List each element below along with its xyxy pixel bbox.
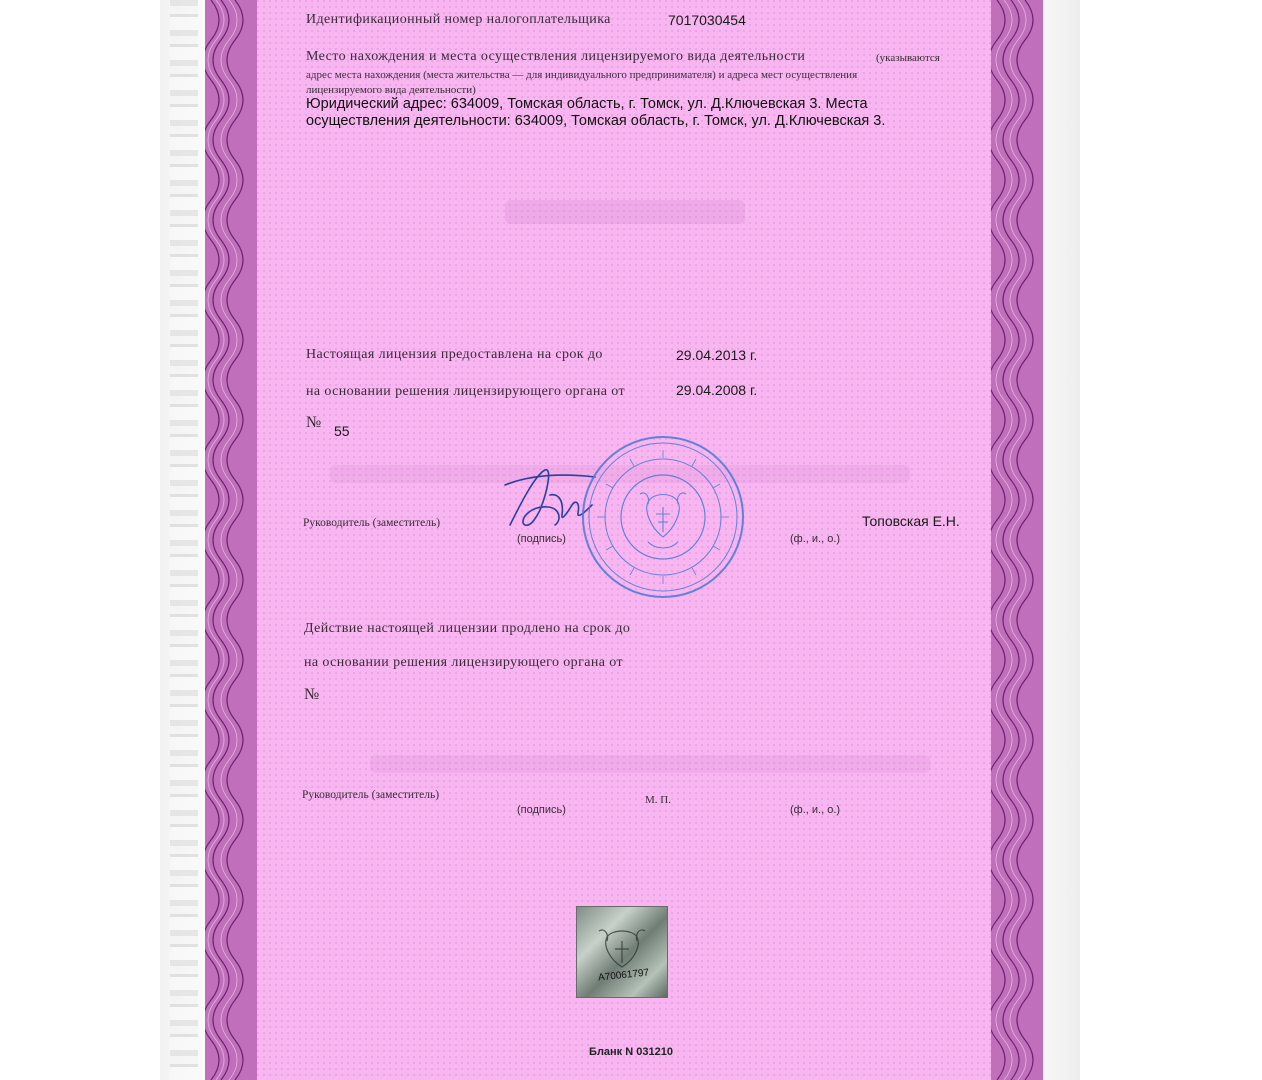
right-guilloche-border [991,0,1043,1080]
extension-number-sign: № [304,686,320,703]
hologram-sticker [576,906,668,998]
extension-head-label: Руководитель (заместитель) [302,789,440,801]
signature-caption: (подпись) [517,533,566,545]
head-label: Руководитель (заместитель) [303,517,441,529]
blank-number: Бланк N 031210 [589,1046,673,1058]
inn-value: 7017030454 [668,12,746,28]
hologram-number: A70061797 [597,967,650,984]
term-value: 29.04.2013 г. [676,347,758,363]
term-label: Настоящая лицензия предоставлена на срок до [306,347,603,362]
extension-mp-caption: М. П. [645,794,671,806]
ghost-emblem-shape [505,200,745,224]
extension-fio-caption: (ф., и., о.) [790,804,841,816]
location-note-3: лицензируемого вида деятельности) [306,84,476,96]
location-note-2: адрес места нахождения (места жительства — для индивидуального предпринимателя) и адреса мест осуществления [306,69,858,81]
scan-edge [170,0,198,1080]
ghost-line-shape [370,755,930,773]
number-value: 55 [334,423,350,439]
fio-caption: (ф., и., о.) [790,533,841,545]
left-guilloche-border [205,0,257,1080]
basis-value: 29.04.2008 г. [676,382,758,398]
address-line-2: осуществления деятельности: 634009, Томская область, г. Томск, ул. Д.Ключевская 3. [306,113,886,129]
basis-label: на основании решения лицензирующего органа от [306,384,625,399]
extension-signature-caption: (подпись) [517,804,566,816]
number-sign: № [306,414,322,431]
double-headed-eagle-icon [577,907,667,997]
location-heading: Место нахождения и места осуществления лицензируемого вида деятельности [306,49,806,64]
extension-basis-label: на основании решения лицензирующего органа от [304,655,623,670]
official-seal-stamp [578,432,748,602]
location-note-1: (указываются [876,52,940,64]
address-line-1: Юридический адрес: 634009, Томская область, г. Томск, ул. Д.Ключевская 3. Места [306,96,868,112]
inn-label: Идентификационный номер налогоплательщика [306,12,611,27]
head-name: Топовская Е.Н. [862,513,960,529]
extension-term-label: Действие настоящей лицензии продлено на срок до [304,621,631,636]
